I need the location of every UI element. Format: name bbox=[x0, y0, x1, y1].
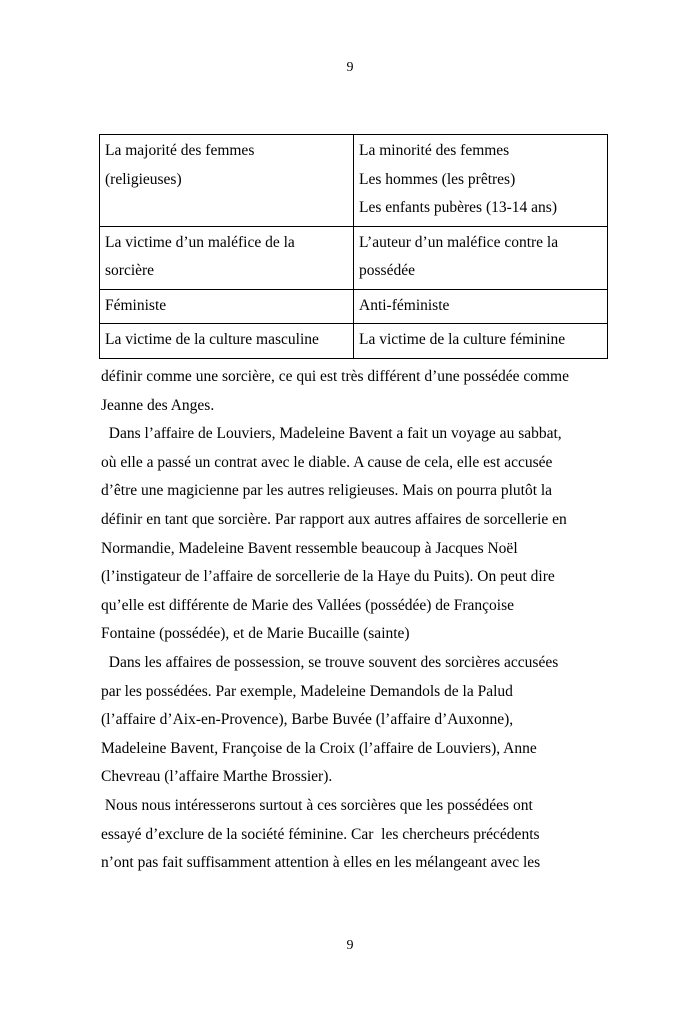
page-number-footer: 9 bbox=[346, 938, 354, 953]
text-line: Dans les affaires de possession, se trouve souvent des sorcières accusées bbox=[101, 653, 559, 671]
paragraph bbox=[101, 363, 601, 420]
table-row bbox=[100, 324, 608, 359]
comparison-table bbox=[99, 134, 608, 359]
table-row bbox=[100, 289, 608, 324]
text-line: n’ont pas fait suffisamment attention à elles en les mélangeant avec les bbox=[101, 854, 541, 872]
paragraph bbox=[101, 792, 601, 878]
table-row bbox=[100, 226, 608, 289]
body-text bbox=[101, 363, 601, 878]
table-cell bbox=[354, 324, 608, 359]
cell-line: (religieuses) bbox=[105, 170, 182, 188]
table-cell bbox=[100, 289, 354, 324]
cell-line: possédée bbox=[359, 262, 415, 279]
text-line: définir comme une sorcière, ce qui est très différent d’une possédée comme bbox=[101, 368, 569, 385]
text-line: Normandie, Madeleine Bavent ressemble beaucoup à Jacques Noël bbox=[101, 539, 518, 557]
text-line: Fontaine (possédée), et de Marie Bucaille (sainte) bbox=[101, 625, 410, 643]
cell-line: Les hommes (les prêtres) bbox=[359, 170, 516, 188]
table-cell bbox=[100, 135, 354, 227]
cell-line: L’auteur d’un maléfice contre la bbox=[359, 233, 559, 251]
table-cell bbox=[354, 226, 608, 289]
text-line: (l’affaire d’Aix-en-Provence), Barbe Buvée (l’affaire d’Auxonne), bbox=[101, 711, 514, 729]
text-line: qu’elle est différente de Marie des Vallées (possédée) de Françoise bbox=[101, 596, 515, 614]
text-line: essayé d’exclure de la société féminine. Car les chercheurs précédents bbox=[101, 825, 540, 843]
table-cell bbox=[100, 226, 354, 289]
cell-line: Les enfants pubères (13-14 ans) bbox=[359, 199, 557, 216]
table-cell bbox=[354, 289, 608, 324]
table-cell bbox=[100, 324, 354, 359]
cell-line: La minorité des femmes bbox=[359, 142, 510, 159]
cell-line: La victime d’un maléfice de la bbox=[105, 233, 295, 251]
cell-line: Féministe bbox=[105, 296, 167, 314]
cell-line: La victime de la culture féminine bbox=[359, 331, 566, 348]
cell-line: sorcière bbox=[105, 262, 155, 279]
cell-line: La majorité des femmes bbox=[105, 142, 255, 159]
cell-line: Anti-féministe bbox=[359, 296, 450, 314]
text-line: Jeanne des Anges. bbox=[101, 396, 215, 414]
text-line: Chevreau (l’affaire Marthe Brossier). bbox=[101, 768, 333, 786]
text-line: Nous nous intéresserons surtout à ces sorcières que les possédées ont bbox=[101, 796, 533, 814]
text-line: Dans l’affaire de Louviers, Madeleine Bavent a fait un voyage au sabbat, bbox=[101, 425, 562, 443]
text-line: Madeleine Bavent, Françoise de la Croix (l’affaire de Louviers), Anne bbox=[101, 739, 537, 757]
text-line: par les possédées. Par exemple, Madeleine Demandols de la Palud bbox=[101, 682, 513, 700]
paragraph bbox=[101, 649, 601, 792]
table-cell bbox=[354, 135, 608, 227]
table-row bbox=[100, 135, 608, 227]
paragraph bbox=[101, 420, 601, 649]
page-number-header: 9 bbox=[346, 60, 354, 75]
text-line: où elle a passé un contrat avec le diable. A cause de cela, elle est accusée bbox=[101, 453, 553, 471]
text-line: définir en tant que sorcière. Par rapport aux autres affaires de sorcellerie en bbox=[101, 510, 567, 528]
text-line: (l’instigateur de l’affaire de sorcellerie de la Haye du Puits). On peut dire bbox=[101, 568, 555, 586]
cell-line: La victime de la culture masculine bbox=[105, 331, 319, 348]
text-line: d’être une magicienne par les autres religieuses. Mais on pourra plutôt la bbox=[101, 482, 553, 500]
